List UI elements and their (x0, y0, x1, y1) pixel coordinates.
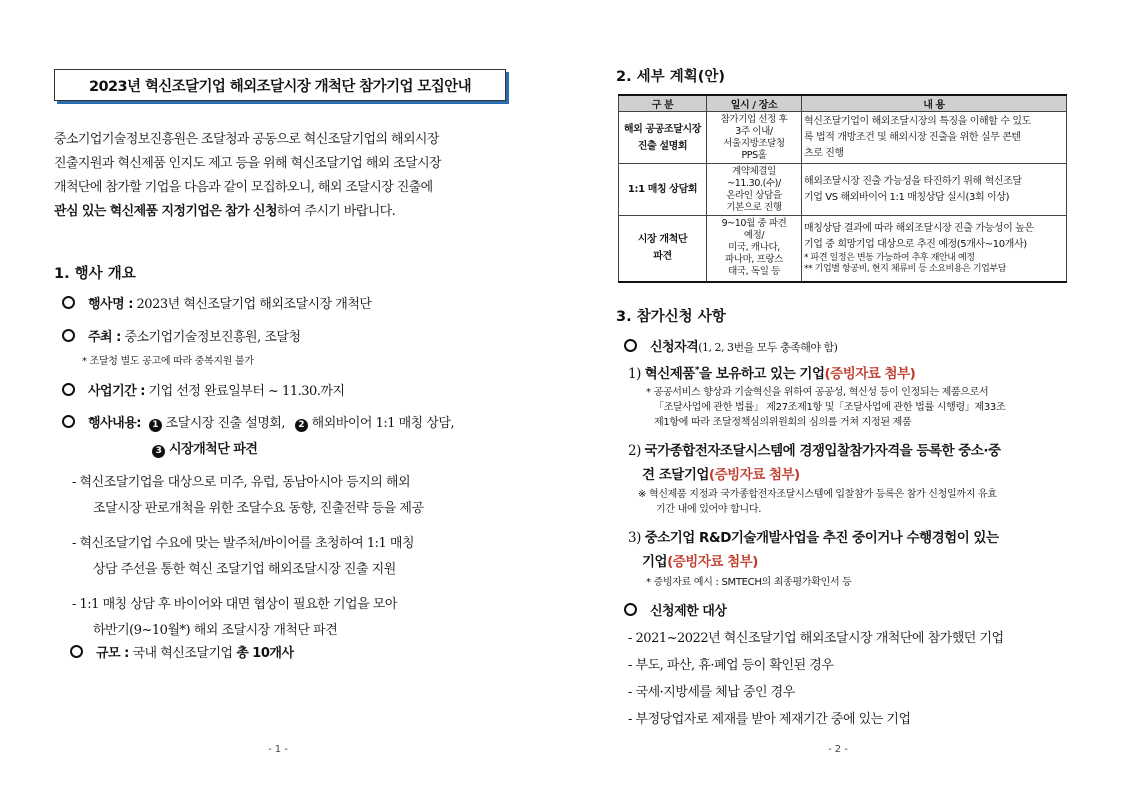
content-item: 조달시장 진출 설명회, (165, 416, 285, 431)
table-cell-category: 1:1 매칭 상담회 (619, 164, 707, 216)
event-name-row (62, 293, 371, 312)
requirement-3: 3) 중소기업 R&D기술개발사업을 추진 중이거나 수행경험이 있는 기업(증빙자료 첨부) (628, 530, 999, 570)
intro-paragraph (54, 128, 514, 224)
scale-label: 규모 : (96, 646, 129, 661)
host-note: * 조달청 별도 공고에 따라 중복지원 불가 (82, 356, 254, 367)
table-row (619, 216, 1067, 282)
circle-bullet-icon (70, 645, 83, 658)
host-label: 주최 : (88, 330, 121, 345)
host-value: 중소기업기술정보진흥원, 조달청 (120, 330, 301, 345)
intro-line: 진출지원과 혁신제품 인지도 제고 등을 위해 혁신조달기업 해외 조달시장 (54, 156, 441, 171)
table-cell-content: 혁신조달기업이 해외조달시장의 특징을 이해할 수 있도 록 법적 개방조건 및 해외시장 진출을 위한 실무 콘텐 츠로 진행 (802, 112, 1067, 164)
scale-value: 국내 혁신조달기업 (128, 646, 237, 661)
period-label: 사업기간 : (88, 384, 145, 399)
table-row (619, 112, 1067, 164)
restriction-label: 신청제한 대상 (650, 604, 727, 619)
evidence-required-tag: (증빙자료 첨부) (824, 366, 916, 382)
table-row (619, 164, 1067, 216)
event-name-label: 행사명 : (88, 297, 133, 312)
content-item: 해외바이어 1:1 매칭 상담, (311, 416, 455, 431)
content-row-cont (152, 438, 257, 458)
requirement-3-note: * 증빙자료 예시 : SMTECH의 최종평가확인서 등 (646, 577, 852, 588)
section2-heading: 2. 세부 계획(안) (616, 69, 725, 85)
restriction-list (628, 625, 1004, 733)
table-header: 일시 / 장소 (707, 95, 802, 112)
circle-bullet-icon (62, 415, 75, 428)
dash-item: - 1:1 매칭 상담 후 바이어와 대면 협상이 필요한 기업을 모아 하반기(9~10월*) 해외 조달시장 개척단 파견 (72, 597, 397, 638)
intro-line: 중소기업기술정보진흥원은 조달청과 공동으로 혁신조달기업의 해외시장 (54, 132, 439, 147)
host-row (62, 326, 301, 345)
circle-bullet-icon (624, 603, 637, 616)
restriction-row (624, 600, 726, 619)
plan-table (618, 94, 1067, 283)
table-cell-when: 계약체결일 ~11.30.(수)/ 온라인 상담을 기본으로 진행 (707, 164, 802, 216)
period-row (62, 380, 345, 399)
document-title: 2023년 혁신조달기업 해외조달시장 개척단 참가기업 모집안내 (89, 78, 471, 95)
dash-item: - 혁신조달기업을 대상으로 미주, 유럽, 동남아시아 등지의 해외 조달시장 판로개척을 위한 조달수요 동향, 진출전략 등을 제공 (72, 475, 424, 516)
number-3-icon: 3 (152, 445, 165, 458)
table-header-row (619, 95, 1067, 112)
page-number-right: - 2 - (828, 744, 848, 755)
requirement-1-notes: * 공공서비스 향상과 기술혁신을 위하여 공공성, 혁신성 등이 인정되는 제품으로서 「조달사업에 관한 법률」 제27조제1항 및「조달사업에 관한 법률 시행령」제33조 제1항에 따라 조달정책심의위원회의 심의를 거쳐 지정된 제품 (646, 387, 1006, 428)
table-cell-category: 해외 공공조달시장 진출 설명회 (619, 112, 707, 164)
dash-item: - 혁신조달기업 수요에 맞는 발주처/바이어를 초청하여 1:1 매칭 상담 주선을 통한 혁신 조달기업 해외조달시장 진출 지원 (72, 536, 415, 577)
list-item: - 2021~2022년 혁신조달기업 해외조달시장 개척단에 참가했던 기업 (628, 631, 1004, 646)
requirement-1: 1) 혁신제품*을 보유하고 있는 기업(증빙자료 첨부) (628, 365, 916, 382)
table-cell-when: 9~10월 중 파견 예정/ 미국, 캐나다, 파나마, 프랑스 태국, 독일 등 (707, 216, 802, 282)
content-item: 시장개척단 파견 (169, 442, 258, 457)
event-name-value: 2023년 혁신조달기업 해외조달시장 개척단 (132, 297, 372, 312)
section3-heading: 3. 참가신청 사항 (616, 309, 726, 325)
content-row (62, 412, 454, 432)
number-2-icon: 2 (295, 419, 308, 432)
scale-row (70, 642, 294, 661)
table-cell-category: 시장 개척단 파견 (619, 216, 707, 282)
circle-bullet-icon (62, 383, 75, 396)
document-title-box (54, 69, 506, 101)
qualification-label: 신청자격 (650, 340, 699, 355)
circle-bullet-icon (62, 329, 75, 342)
number-1-icon: 1 (149, 419, 162, 432)
requirement-2-notes: ※ 혁신제품 지정과 국가종합전자조달시스템에 입찰참가 등록은 참가 신청일까지 유효 기간 내에 있어야 합니다. (638, 489, 997, 515)
intro-rest: 하여 주시기 바랍니다. (276, 204, 396, 219)
circle-bullet-icon (62, 296, 75, 309)
requirement-2: 2) 국가종합전자조달시스템에 경쟁입찰참가자격을 등록한 중소·중 견 조달기업(증빙자료 첨부) (628, 443, 1001, 483)
table-header: 내 용 (802, 95, 1067, 112)
evidence-required-tag: (증빙자료 첨부) (667, 554, 758, 570)
intro-line (54, 200, 514, 224)
qualification-row (624, 336, 837, 355)
list-item: - 부정당업자로 제재를 받아 제재기간 중에 있는 기업 (628, 712, 911, 727)
list-item: - 국세·지방세를 체납 중인 경우 (628, 685, 795, 700)
intro-line: 개척단에 참가할 기업을 다음과 같이 모집하오니, 해외 조달시장 진출에 (54, 180, 433, 195)
table-header: 구 분 (619, 95, 707, 112)
list-item: - 부도, 파산, 휴·폐업 등이 확인된 경우 (628, 658, 834, 673)
circle-bullet-icon (624, 339, 637, 352)
period-value: 기업 선정 완료일부터 ~ 11.30.까지 (144, 384, 345, 399)
table-cell-content: 해외조달시장 진출 가능성을 타진하기 위해 혁신조달 기업 VS 해외바이어 1:1 매칭상담 실시(3회 이상) (802, 164, 1067, 216)
qualification-note: (1, 2, 3번을 모두 충족해야 함) (698, 341, 838, 354)
intro-emphasis: 관심 있는 혁신제품 지정기업은 참가 신청 (54, 204, 277, 219)
content-label: 행사내용: (88, 416, 141, 431)
evidence-required-tag: (증빙자료 첨부) (708, 467, 800, 483)
table-cell-content: 매칭상담 결과에 따라 해외조달시장 진출 가능성이 높은 기업 중 희망기업 대상으로 추진 예정(5개사~10개사) * 파견 일정은 변동 가능하여 추후 재안내 예정 ** 기업별 항공비, 현지 체류비 등 소요비용은 기업부담 (802, 216, 1067, 282)
scale-emphasis: 총 10개사 (236, 646, 294, 661)
table-cell-when: 참가기업 선정 후 3주 이내/ 서울지방조달청 PPS홀 (707, 112, 802, 164)
page-number-left: - 1 - (268, 744, 288, 755)
section1-heading: 1. 행사 개요 (54, 266, 136, 282)
dash-list (72, 470, 424, 644)
